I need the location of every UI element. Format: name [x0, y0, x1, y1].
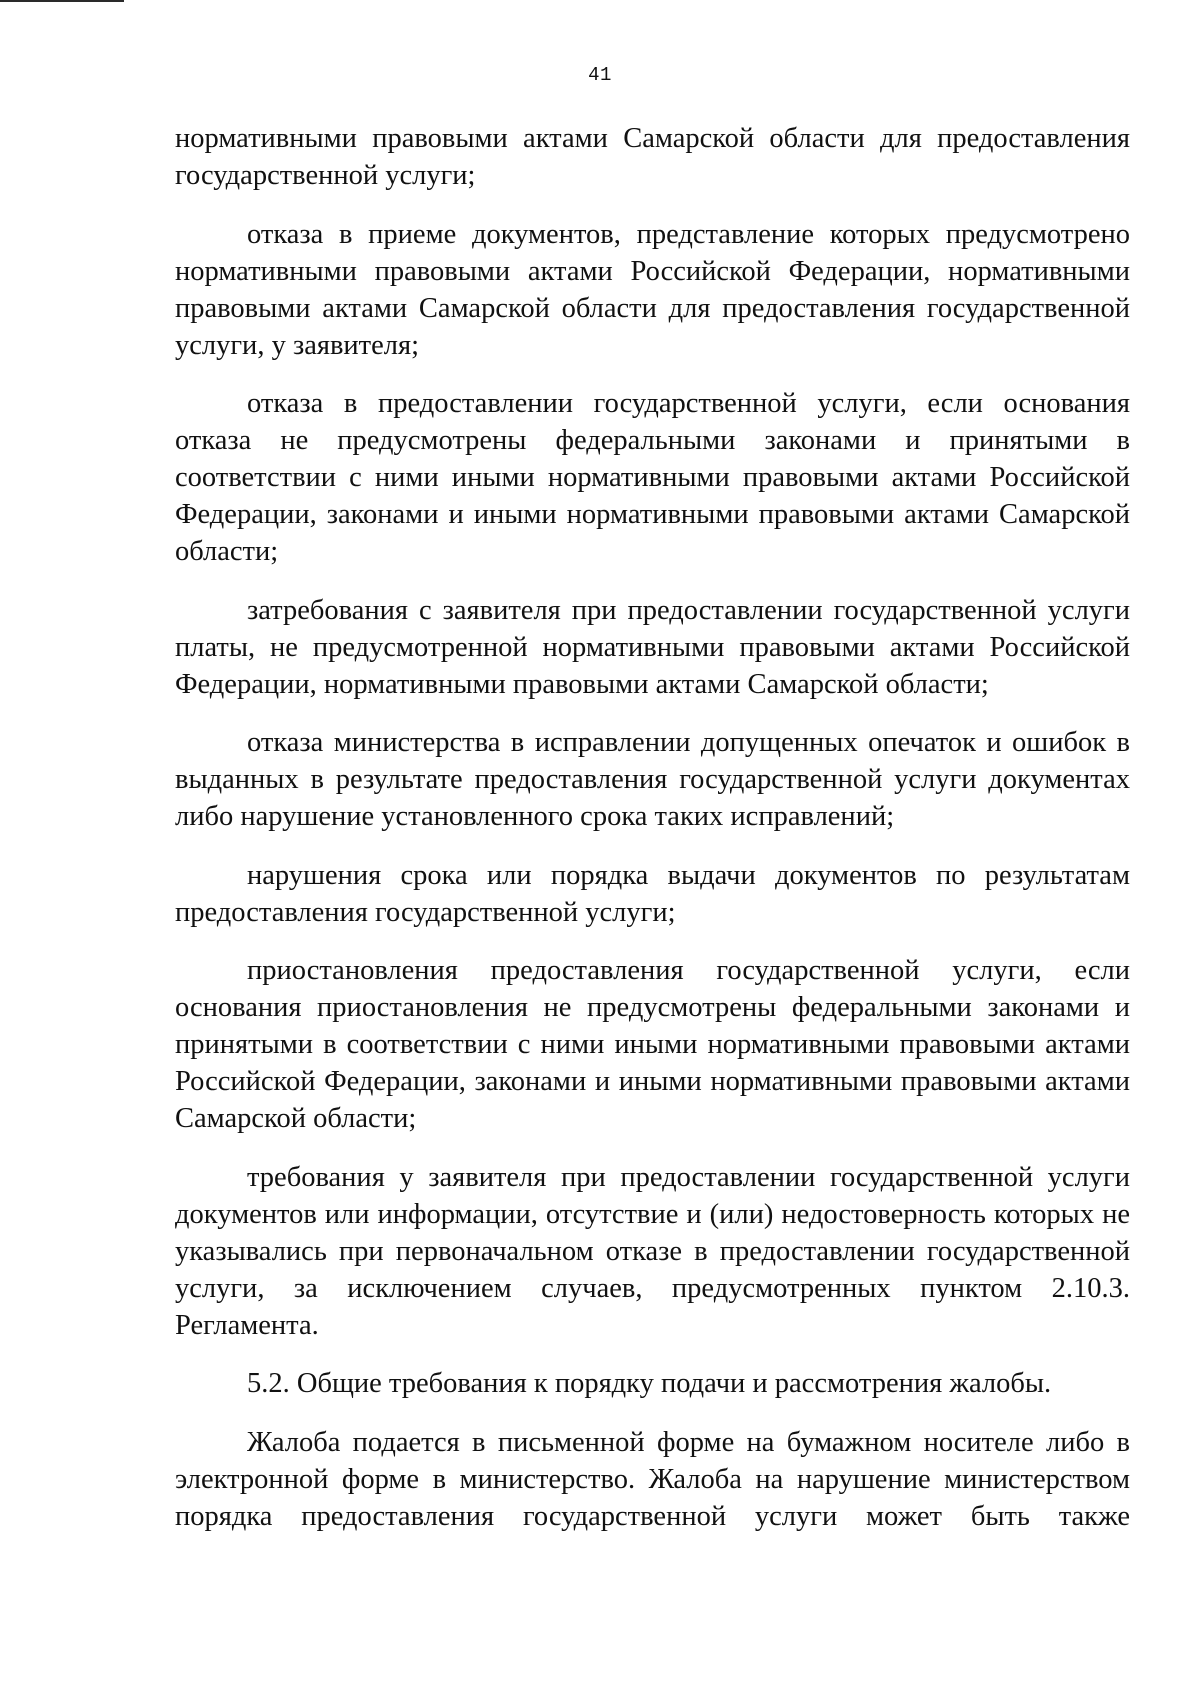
- paragraph-suspension: приостановления предоставления государственной услуги, если основания приостановления не предусмотрены федеральными законами и принятыми в соответствии с ними иными нормативными правовыми актами Российской Федерации, законами и иными нормативными правовыми актами Самарской области;: [175, 955, 1130, 1134]
- paragraph-fee-demand: затребования с заявителя при предоставлении государственной услуги платы, не предусмотренной нормативными правовыми актами Российской Федерации, нормативными правовыми актами Самарской области;: [175, 594, 1130, 700]
- paragraph-refusal-service: отказа в предоставлении государственной услуги, если основания отказа не предусмотрены федеральными законами и принятыми в соответствии с ними иными нормативными правовыми актами Российской Федерации, законами и иными нормативными правовыми актами Самарской области;: [175, 388, 1130, 567]
- paragraph-issuance-violation: нарушения срока или порядка выдачи документов по результатам предоставления государственной услуги;: [175, 859, 1130, 928]
- paragraph-refusal-documents: отказа в приеме документов, представление которых предусмотрено нормативными правовыми актами Российской Федерации, нормативными правовыми актами Самарской области для предоставления государственной услуги, у заявителя;: [175, 218, 1130, 361]
- paragraph-document-requirement: требования у заявителя при предоставлении государственной услуги документов или информации, отсутствие и (или) недостоверность которых не указывались при первоначальном отказе в предоставлении государственной услуги, за исключением случаев, предусмотренных пунктом 2.10.3. Регламента.: [175, 1161, 1130, 1341]
- page-number: 41: [588, 64, 612, 86]
- document-body: [175, 120, 1130, 1535]
- paragraph-continuation: нормативными правовыми актами Самарской области для предоставления государственной услуги;: [175, 123, 1130, 191]
- section-heading-5-2: 5.2. Общие требования к порядку подачи и рассмотрения жалобы.: [247, 1368, 1052, 1399]
- paragraph-correction-refusal: отказа министерства в исправлении допущенных опечаток и ошибок в выданных в результате предоставления государственной услуги документах либо нарушение установленного срока таких исправлений;: [175, 727, 1130, 832]
- paragraph-complaint-submission: Жалоба подается в письменной форме на бумажном носителе либо в электронной форме в министерство. Жалоба на нарушение министерством порядка предоставления государственной услуги может быть также: [175, 1426, 1130, 1532]
- scan-corner-rule: [0, 0, 124, 2]
